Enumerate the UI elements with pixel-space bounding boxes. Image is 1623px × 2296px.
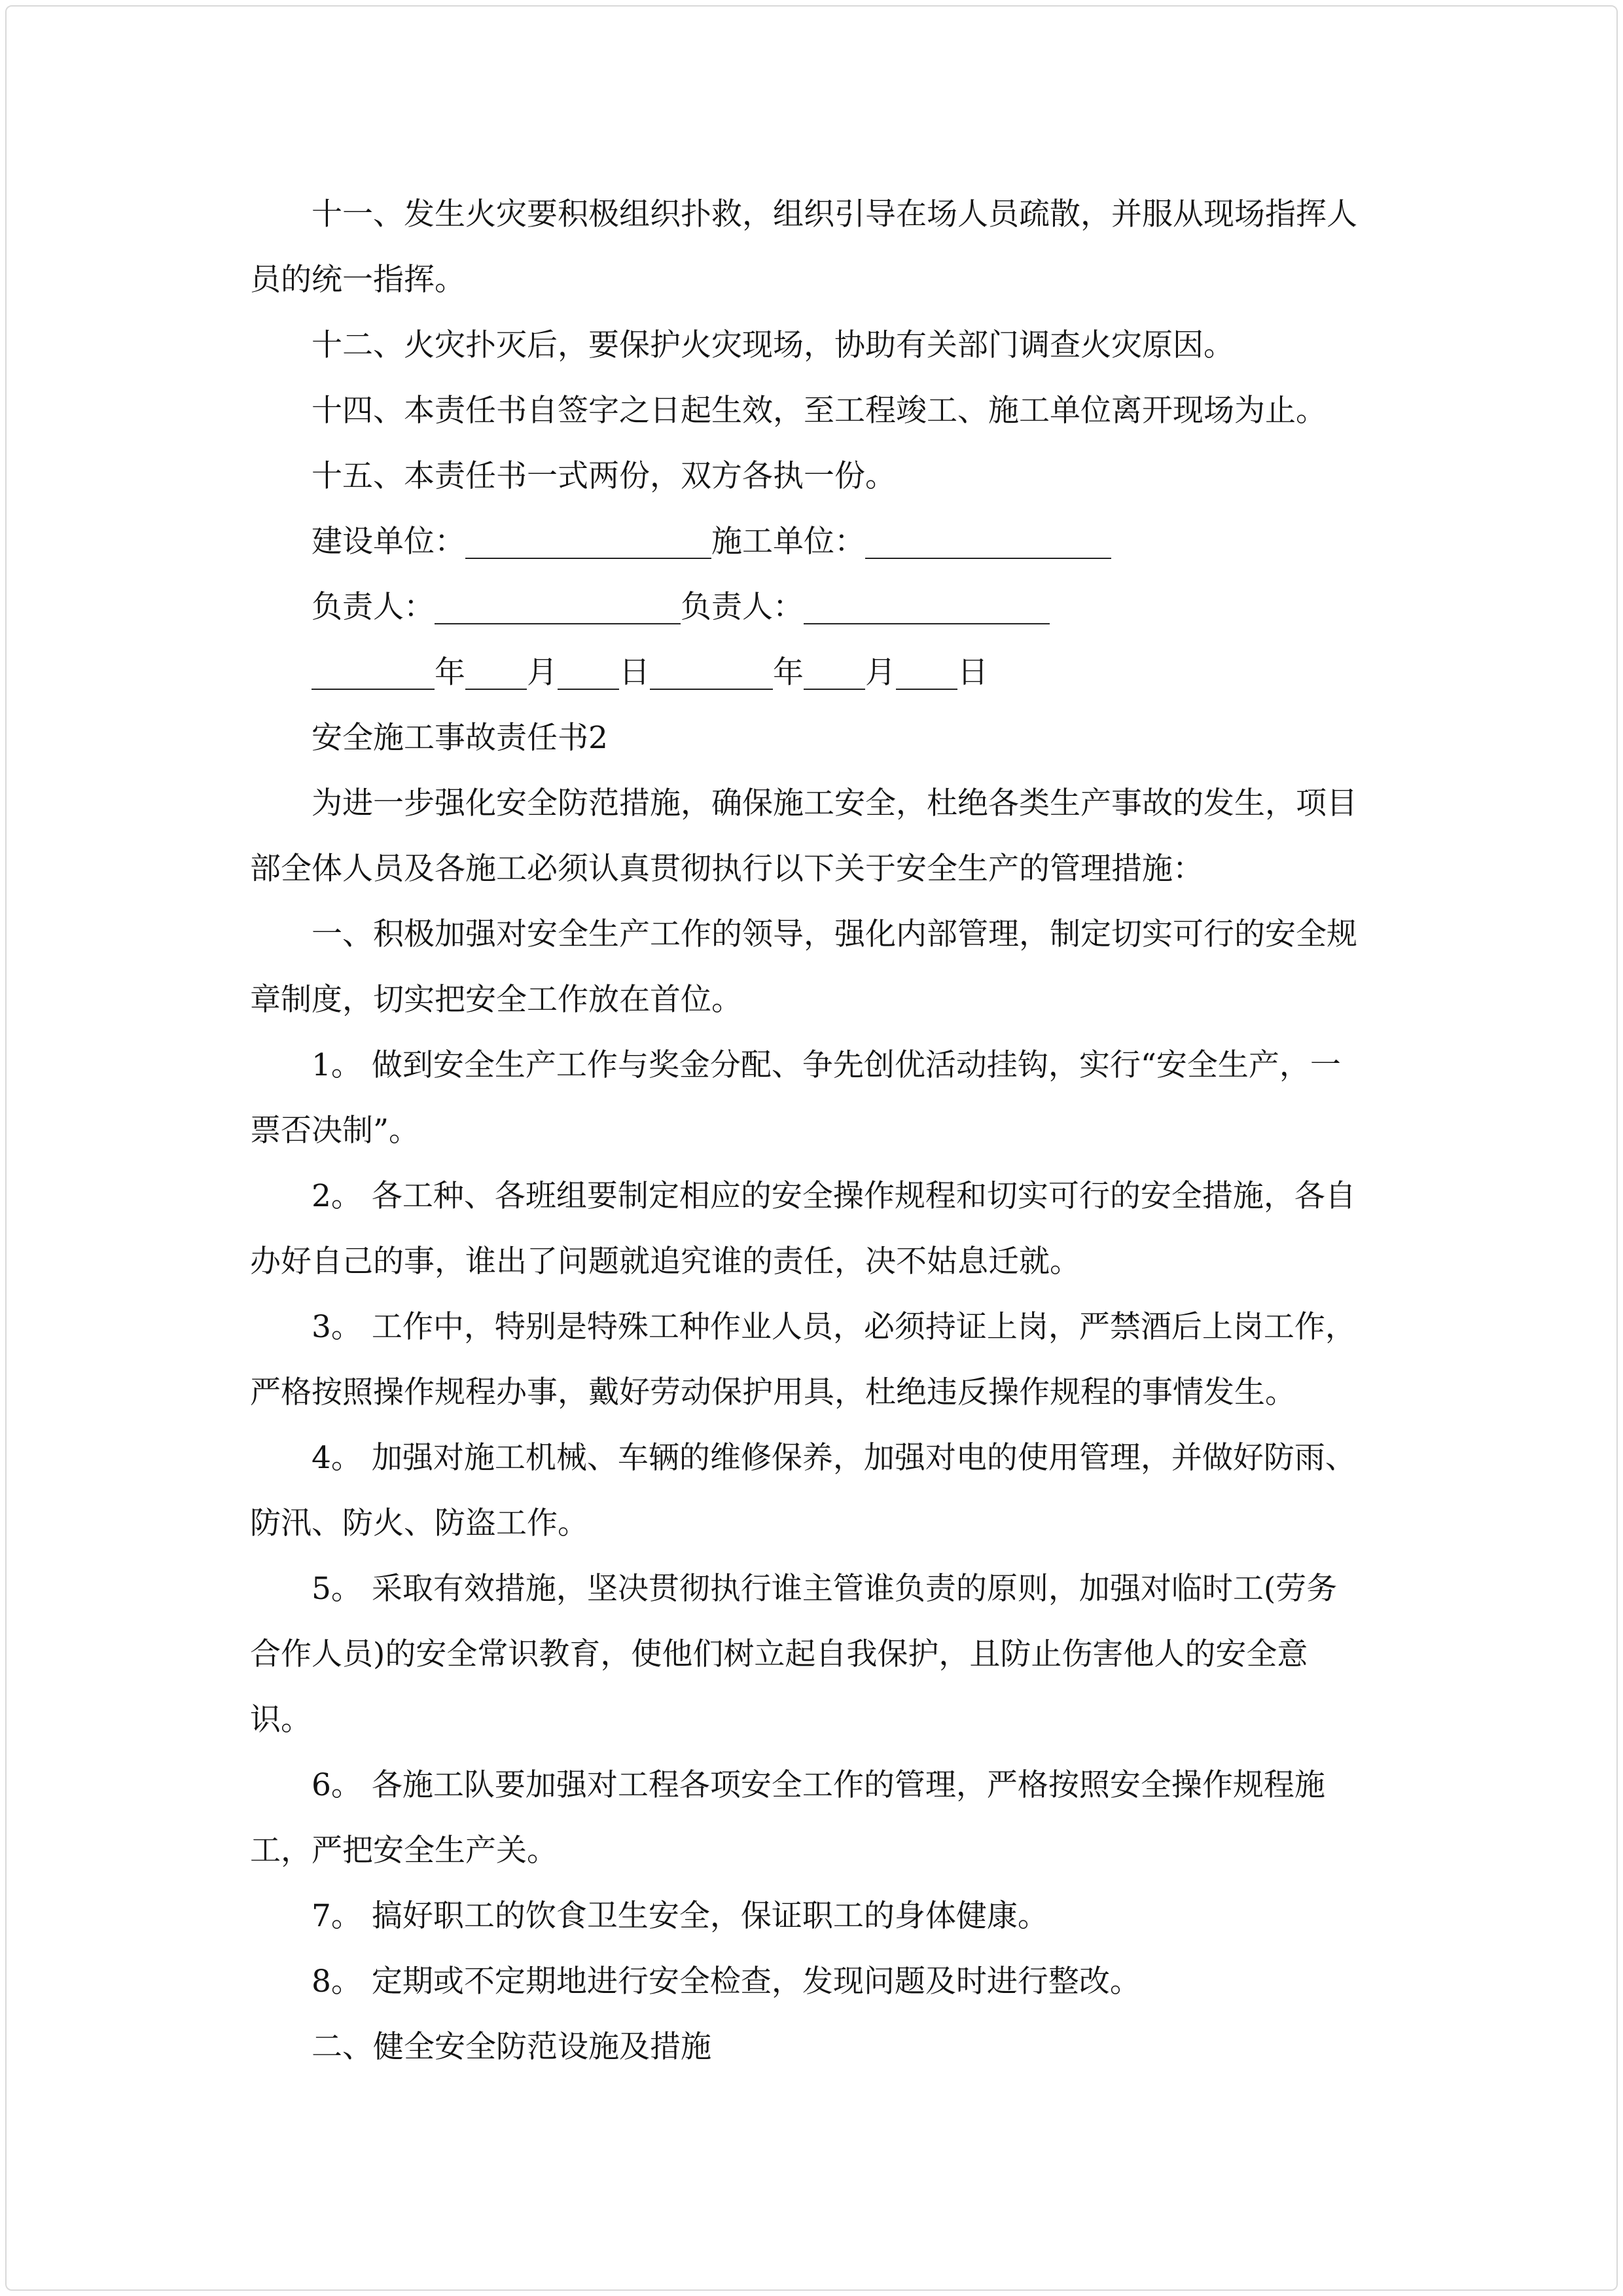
signature-line-units: 建设单位：________________施工单位：________________: [312, 524, 1111, 560]
clause-twelve: 十二、火灾扑灭后，要保护火灾现场，协助有关部门调查火灾原因。: [312, 327, 1234, 363]
document-body: [250, 182, 1363, 2080]
clause-fifteen: 十五、本责任书一式两份，双方各执一份。: [312, 458, 896, 494]
section-two-heading: 二、健全安全防范设施及措施: [312, 2029, 711, 2065]
item-3: 3。 工作中，特别是特殊工种作业人员，必须持证上岗，严禁酒后上岗工作，严格按照操作规程办事，戴好劳动保护用具，杜绝违反操作规程的事情发生。: [250, 1309, 1356, 1410]
item-5: 5。 采取有效措施，坚决贯彻执行谁主管谁负责的原则，加强对临时工(劳务合作人员)的安全常识教育，使他们树立起自我保护，且防止伤害他人的安全意识。: [250, 1571, 1338, 1738]
document-title-2: 安全施工事故责任书2: [312, 720, 608, 756]
signature-line-responsible: 负责人：________________负责人：________________: [312, 589, 1050, 625]
clause-eleven: 十一、发生火灾要积极组织扑救，组织引导在场人员疏散，并服从现场指挥人员的统一指挥。: [250, 196, 1357, 298]
intro-paragraph: 为进一步强化安全防范措施，确保施工安全，杜绝各类生产事故的发生，项目部全体人员及各施工必须认真贯彻执行以下关于安全生产的管理措施：: [250, 785, 1357, 887]
date-line: ________年____月____日________年____月____日: [312, 655, 988, 691]
clause-fourteen: 十四、本责任书自签字之日起生效，至工程竣工、施工单位离开现场为止。: [312, 393, 1327, 429]
item-1: 1。 做到安全生产工作与奖金分配、争先创优活动挂钩，实行“安全生产，一票否决制”。: [250, 1047, 1341, 1149]
item-2: 2。 各工种、各班组要制定相应的安全操作规程和切实可行的安全措施，各自办好自己的事，谁出了问题就追究谁的责任，决不姑息迁就。: [250, 1178, 1356, 1280]
item-4: 4。 加强对施工机械、车辆的维修保养，加强对电的使用管理，并做好防雨、防汛、防火、防盗工作。: [250, 1440, 1356, 1541]
section-one-heading: 一、积极加强对安全生产工作的领导，强化内部管理，制定切实可行的安全规章制度，切实把安全工作放在首位。: [250, 916, 1357, 1018]
item-8: 8。 定期或不定期地进行安全检查，发现问题及时进行整改。: [312, 1964, 1141, 2000]
item-6: 6。 各施工队要加强对工程各项安全工作的管理，严格按照安全操作规程施工，严把安全生产关。: [250, 1767, 1325, 1869]
item-7: 7。 搞好职工的饮食卫生安全，保证职工的身体健康。: [312, 1898, 1048, 1934]
